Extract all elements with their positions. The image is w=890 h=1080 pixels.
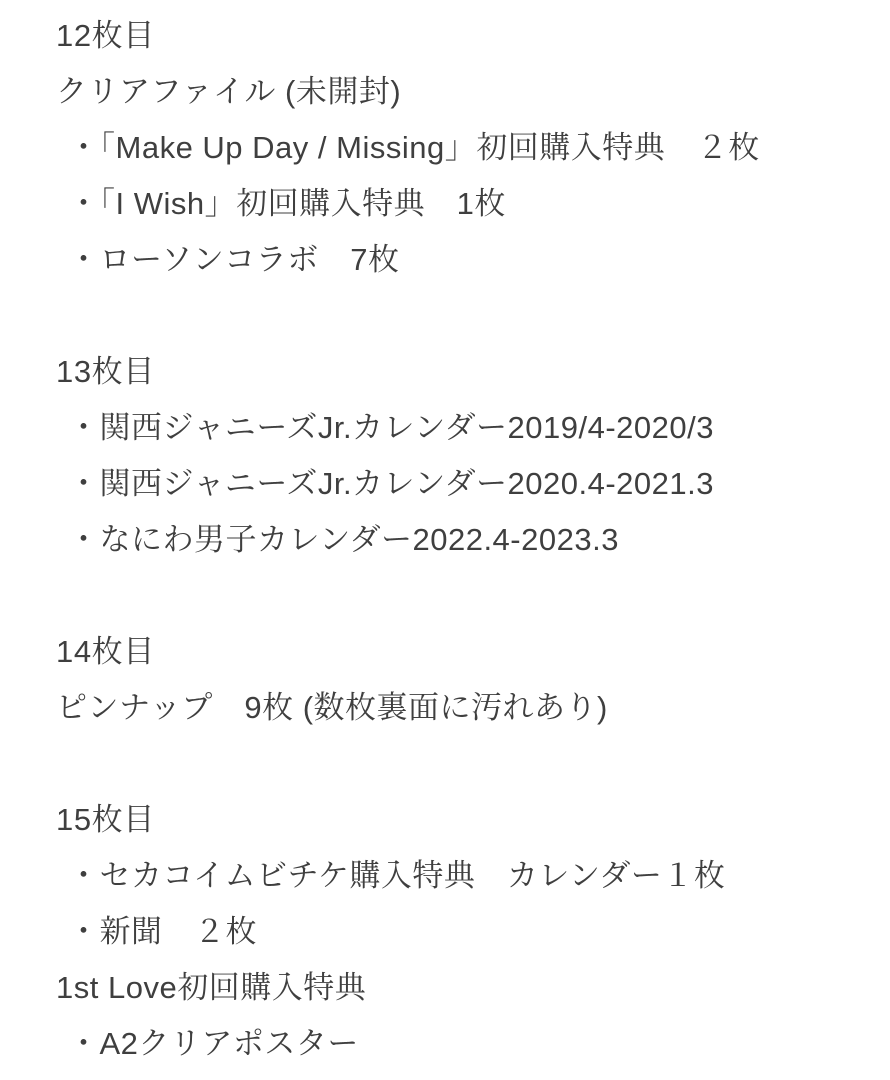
item-number-heading: 13枚目 [56, 354, 155, 389]
item-detail: ・セカコイムビチケ購入特典 カレンダー１枚 [68, 858, 726, 893]
item-title: 1st Love初回購入特典 [56, 970, 367, 1005]
item-number-heading: 12枚目 [56, 18, 155, 53]
list-item [56, 624, 860, 736]
document-body [56, 8, 860, 1072]
item-detail: ピンナップ 9枚 (数枚裏面に汚れあり) [56, 690, 608, 725]
item-detail: ・関西ジャニーズJr.カレンダー2020.4-2021.3 [68, 466, 714, 501]
item-detail: ・新聞 ２枚 [68, 914, 257, 949]
list-item [56, 792, 860, 1072]
item-number-heading: 14枚目 [56, 634, 155, 669]
list-item [56, 344, 860, 568]
item-detail: ・なにわ男子カレンダー2022.4-2023.3 [68, 522, 619, 557]
item-detail: ・「Make Up Day / Missing」初回購入特典 ２枚 [68, 130, 760, 165]
item-detail: ・A2クリアポスター [68, 1026, 359, 1061]
item-number-heading: 15枚目 [56, 802, 155, 837]
item-detail: ・関西ジャニーズJr.カレンダー2019/4-2020/3 [68, 410, 714, 445]
item-title: クリアファイル (未開封) [56, 74, 402, 109]
list-item [56, 8, 860, 288]
item-detail: ・「I Wish」初回購入特典 1枚 [68, 186, 506, 221]
item-detail: ・ローソンコラボ 7枚 [68, 242, 400, 277]
